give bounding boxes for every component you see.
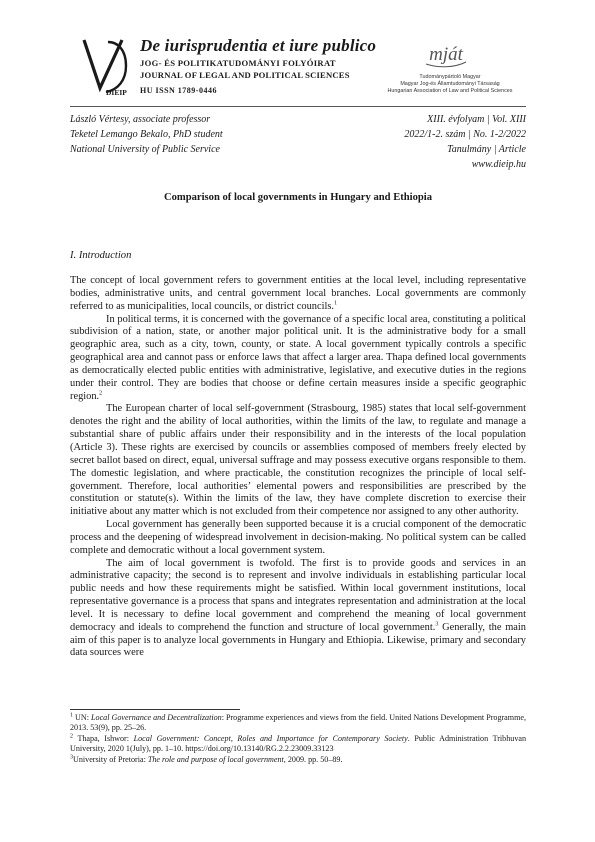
journal-subtitle-english: JOURNAL OF LEGAL AND POLITICAL SCIENCES xyxy=(140,70,350,80)
journal-subtitle-hungarian: JOG- ÉS POLITIKATUDOMÁNYI FOLYÓIRAT xyxy=(140,58,336,68)
issn: HU ISSN 1789-0446 xyxy=(140,86,217,95)
author-1: László Vértesy, associate professor xyxy=(70,114,211,125)
society-logo xyxy=(418,40,474,70)
section-heading: I. Introduction xyxy=(70,250,132,261)
footnote: $^3$University of Pretoria: The role and purpose of local government, 2009. pp. 50–89. xyxy=(70,753,343,764)
volume: XIII. évfolyam | Vol. XIII xyxy=(427,114,526,125)
footnote: $^1$ UN: Local Governance and Decentralization: Programme experiences and views from the field. United Nations Development Programme, 2013. 53(9), pp. 25–26. xyxy=(70,712,526,733)
author-2: Teketel Lemango Bekalo, PhD student xyxy=(70,129,223,140)
paragraph: Local government has generally been supported because it is a crucial component of the democratic process and the deepening of widespread involvement in decision-making. No political system can be called complete and democratic without a local government system. xyxy=(70,519,526,556)
footnote-ref[interactable]: 2 xyxy=(99,390,103,397)
society-line-2: Magyar Jog-és Államtudományi Társaság xyxy=(400,81,500,88)
society-line-1: Tudománypártoló Magyar xyxy=(419,74,481,80)
author-block xyxy=(70,112,223,157)
article-title: Comparison of local governments in Hungary and Ethiopia xyxy=(163,192,433,203)
footnote-ref[interactable]: 3 xyxy=(435,621,439,628)
website-link[interactable]: www.dieip.hu xyxy=(471,159,526,170)
header-divider xyxy=(70,106,526,107)
society-line-3: Hungarian Association of Law and Political Sciences xyxy=(387,88,513,95)
issue: 2022/1-2. szám | No. 1-2/2022 xyxy=(404,129,526,140)
society-name xyxy=(380,74,520,96)
footnotes xyxy=(70,713,526,765)
journal-logo xyxy=(78,36,134,98)
paragraph: The European charter of local self-government (Strasbourg, 1985) states that local self-government denotes the right and the ability of local authorities, within the limits of the law, to regulate and manage a substantial share of public affairs under their responsibility and in the interests of the local population (Article 3). These rights are exercised by councils or assemblies composed of members freely elected by secret ballot based on direct, equal, universal suffrage and may possess executive organs responsible to them. The domestic legislation, and where practicable, the constitution recognizes the principle of local self-government. Therefore, local authorities’ elemental powers and responsibilities are prescribed by the constitution or statute(s). Within the limits of the law, they have complete discretion to exercise their initiative about any matter which is not excluded from their competence nor assigned to any other authority. xyxy=(70,403,526,518)
article-type: Tanulmány | Article xyxy=(447,144,526,155)
logo-text: DIEIP xyxy=(106,88,127,97)
footnote-divider xyxy=(70,709,240,710)
article-body xyxy=(70,275,526,660)
journal-title: De iurisprudentia et iure publico xyxy=(140,36,377,55)
society-logo-text: mját xyxy=(429,44,463,65)
paragraph: The concept of local government refers to government entities at the local level, including representative bodies, administrative units, and central government local branches. Local governments are commonly referred to as municipalities, local councils, or district councils.$^1$ xyxy=(70,275,526,312)
issue-block xyxy=(404,112,526,172)
paragraph: In political terms, it is concerned with the governance of a specific local area, constituting a political subdivision of a nation, state, or another major political unit. It is the administrative body for a small geographic area, such as a city, town, county, or state. A local government typically controls a specific geographical area and cannot pass or enforce laws that affect a larger area. Thapa defined local governments as democratically elected public entities with administrative, legislative, and executive duties in the regions under their control. They are bodies that choose or define certain measures inside a specific geographic region.$^2$ xyxy=(70,313,526,402)
footnote: $^2$ Thapa, Ishwor: Local Government: Concept, Roles and Importance for Contemporary Society. Public Administration Tribhuvan University, 2020 1(July), pp. 1–10. https://doi.org/10.13140/RG.2.2.23009.33123 xyxy=(70,733,527,754)
paragraph: The aim of local government is twofold. The first is to provide goods and services in an administrative capacity; the second is to represent and involve individuals in establishing particular local public needs and how these requirements might be satisfied. Within local government institutions, local representative governance is a process that spans and integrates representation and administration at the local level. It is necessary to define local government and comprehend the meaning of local government democracy and ideals to comprehend the function and structure of local government.$^3$ Generally, the main aim of this paper is to analyze local governments in Hungary and Ethiopia. Likewise, primary and secondary data sources were xyxy=(70,557,526,659)
affiliation: National University of Public Service xyxy=(70,144,220,155)
footnote-ref[interactable]: 1 xyxy=(334,300,338,307)
